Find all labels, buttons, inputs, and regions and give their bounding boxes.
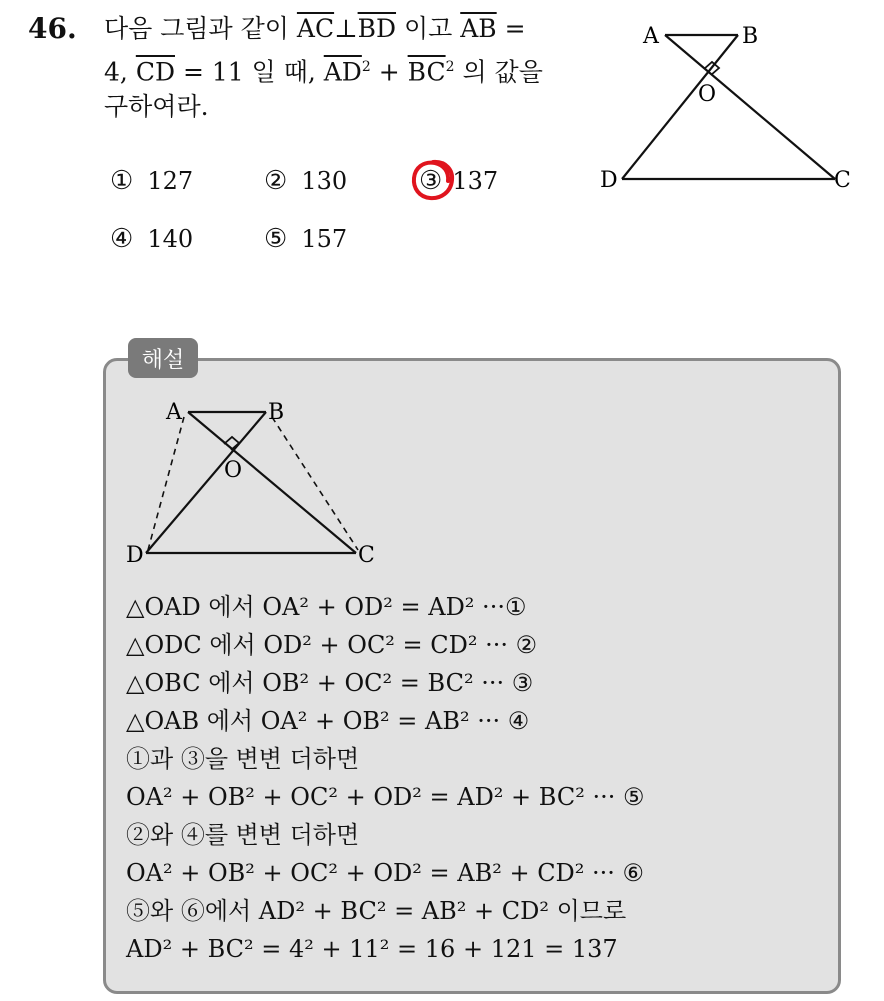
choice-number-3: ③ [419, 166, 443, 196]
segment-cd: $\overline{CD}$ [135, 57, 175, 87]
choice-value: 137 [452, 167, 499, 195]
solution-line-1: △OAD 에서 OA² + OD² = AD² ···① [126, 593, 527, 621]
segment-bc: $\overline{BC}$ [407, 57, 446, 87]
solution-line-7: ②와 ④를 변변 더하면 [126, 821, 360, 849]
segment-ad: $\overline{AD}$ [323, 57, 362, 87]
label-a: A [166, 400, 182, 425]
square-exponent: 2 [361, 59, 371, 75]
segment-ac: $\overline{AC}$ [296, 14, 335, 43]
question-text: 이고 [396, 14, 461, 43]
question-text: 의 값을 [454, 57, 543, 87]
question-number: 46. [28, 12, 77, 45]
square-exponent: 2 [445, 59, 455, 75]
solution-line-5: ①과 ③을 변변 더하면 [126, 745, 360, 773]
segment-ab: $\overline{AB}$ [460, 14, 497, 43]
question-text: 4, [104, 57, 136, 87]
solution-line-6: OA² + OB² + OC² + OD² = AD² + BC² ··· ⑤ [126, 783, 645, 811]
label-o: O [224, 458, 243, 483]
plus-sign: + [370, 57, 408, 87]
solution-line-3: △OBC 에서 OB² + OC² = BC² ··· ③ [126, 669, 534, 697]
choice-number-4: ④ [110, 224, 134, 254]
question-text: 다음 그림과 같이 [104, 14, 297, 43]
choice-4[interactable] [110, 224, 193, 254]
label-d: D [600, 168, 618, 193]
choice-2[interactable] [264, 166, 347, 196]
choice-1[interactable] [110, 166, 193, 196]
choice-value: 130 [301, 167, 348, 195]
answer-mark [408, 156, 458, 204]
solution-line-2: △ODC 에서 OD² + OC² = CD² ··· ② [126, 631, 538, 659]
question-line-1 [104, 10, 526, 48]
solution-line-4: △OAB 에서 OA² + OB² = AB² ··· ④ [126, 707, 530, 735]
choice-value: 157 [301, 225, 348, 253]
solution-figure [120, 395, 390, 575]
label-d: D [126, 543, 144, 568]
solution-line-9: ⑤와 ⑥에서 AD² + BC² = AB² + CD² 이므로 [126, 897, 627, 925]
solution-line-10: AD² + BC² = 4² + 11² = 16 + 121 = 137 [126, 935, 618, 963]
question-figure [590, 15, 860, 195]
question-line-3: 구하여라. [104, 92, 209, 121]
question-text: = 11 일 때, [175, 57, 324, 87]
choice-number-1: ① [110, 166, 134, 196]
perp-symbol: ⊥ [334, 14, 358, 43]
choice-value: 140 [147, 225, 194, 253]
label-c: C [834, 168, 851, 193]
question-line-2 [104, 48, 543, 91]
label-a: A [643, 24, 659, 49]
solution-line-8: OA² + OB² + OC² + OD² = AB² + CD² ··· ⑥ [126, 859, 645, 887]
choice-number-2: ② [264, 166, 288, 196]
choice-5[interactable] [264, 224, 347, 254]
label-b: B [742, 24, 759, 49]
solution-tag: 해설 [128, 338, 198, 378]
segment-bd: $\overline{BD}$ [357, 14, 397, 43]
label-c: C [358, 543, 375, 568]
equals-sign: = [496, 14, 526, 43]
choice-number-5: ⑤ [264, 224, 288, 254]
choice-value: 127 [147, 167, 194, 195]
label-b: B [268, 400, 285, 425]
label-o: O [698, 82, 717, 107]
